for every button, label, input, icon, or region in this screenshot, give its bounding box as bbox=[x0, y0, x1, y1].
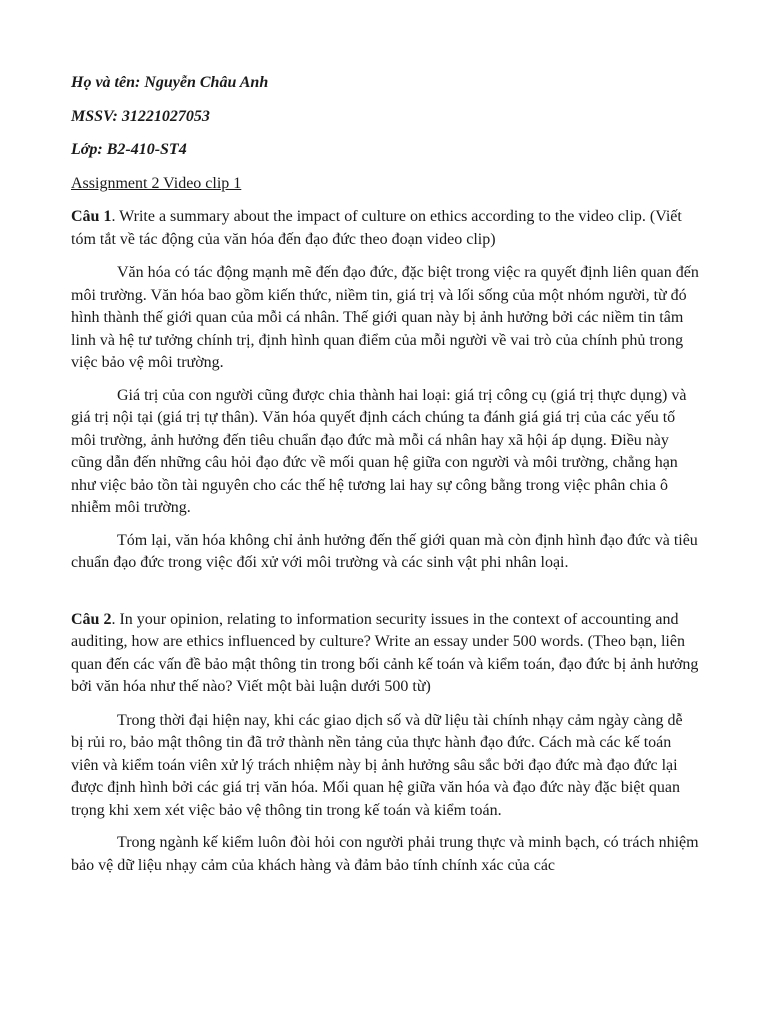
answer-2-paragraph-2: Trong ngành kế kiểm luôn đòi hỏi con người phải trung thực và minh bạch, có trách nhiệm bảo vệ dữ liệu nhạy cảm của khách hàng và đảm bảo tính chính xác của các bbox=[71, 834, 699, 874]
question-2-text: . In your opinion, relating to information security issues in the context of accounting and auditing, how are ethics influenced by culture? Write an essay under 500 words. (Theo bạn, liên quan đến các vấn đề bảo mật thông tin trong bối cảnh kế toán và kiểm toán, đạo đức bị ảnh hưởng bởi văn hóa như thế nào? Viết một bài luận dưới 500 từ) bbox=[71, 610, 699, 695]
question-2 bbox=[71, 609, 699, 699]
student-id: MSSV: 31221027053 bbox=[71, 107, 210, 125]
question-2-label: Câu 2 bbox=[71, 610, 112, 628]
answer-1-paragraph-2: Giá trị của con người cũng được chia thành hai loại: giá trị công cụ (giá trị thực dụng) và giá trị nội tại (giá trị tự thân). Văn hóa quyết định cách chúng ta đánh giá giá trị của các yếu tố môi trường, ảnh hưởng đến tiêu chuẩn đạo đức mà mỗi cá nhân hay xã hội áp dụng. Điều này cũng dẫn đến những câu hỏi đạo đức về mối quan hệ giữa con người và môi trường, chẳng hạn như việc bảo tồn tài nguyên cho các thế hệ tương lai hay sự công bằng trong việc phân chia ô nhiễm môi trường. bbox=[71, 386, 687, 516]
answer-1-paragraph-1: Văn hóa có tác động mạnh mẽ đến đạo đức, đặc biệt trong việc ra quyết định liên quan đến môi trường. Văn hóa bao gồm kiến thức, niềm tin, giá trị và lối sống của một nhóm người, từ đó hình thành thế giới quan của mỗi cá nhân. Thế giới quan này bị ảnh hưởng bởi các niềm tin tâm linh và hệ tư tưởng chính trị, định hình quan điểm của mỗi người về vai trò của chính phủ trong việc bảo vệ môi trường. bbox=[71, 264, 699, 371]
answer-1-paragraph-3: Tóm lại, văn hóa không chỉ ảnh hưởng đến thế giới quan mà còn định hình đạo đức và tiêu chuẩn đạo đức trong việc đối xử với môi trường và các sinh vật phi nhân loại. bbox=[71, 531, 698, 571]
question-1-label: Câu 1 bbox=[71, 208, 112, 225]
document-page bbox=[71, 72, 699, 887]
answer-2-paragraph-1: Trong thời đại hiện nay, khi các giao dịch số và dữ liệu tài chính nhạy cảm ngày càng dễ bị rủi ro, bảo mật thông tin đã trở thành nền tảng của thực hành đạo đức. Cách mà các kế toán viên và kiểm toán viên xử lý trách nhiệm này bị ảnh hưởng sâu sắc bởi đạo đức mà đạo đức lại được định hình bởi các giá trị văn hóa. Mối quan hệ giữa văn hóa và đạo đức này đặc biệt quan trọng khi xem xét việc bảo vệ thông tin trong kế toán và kiểm toán. bbox=[71, 711, 683, 819]
assignment-title: Assignment 2 Video clip 1 bbox=[71, 174, 242, 192]
question-1-text: . Write a summary about the impact of culture on ethics according to the video clip. (Viết tóm tắt về tác động của văn hóa đến đạo đức theo đoạn video clip) bbox=[71, 208, 682, 248]
question-1 bbox=[71, 206, 699, 251]
section-spacer bbox=[71, 585, 699, 609]
student-name: Họ và tên: Nguyễn Châu Anh bbox=[71, 74, 269, 91]
student-class: Lớp: B2-410-ST4 bbox=[71, 141, 187, 158]
